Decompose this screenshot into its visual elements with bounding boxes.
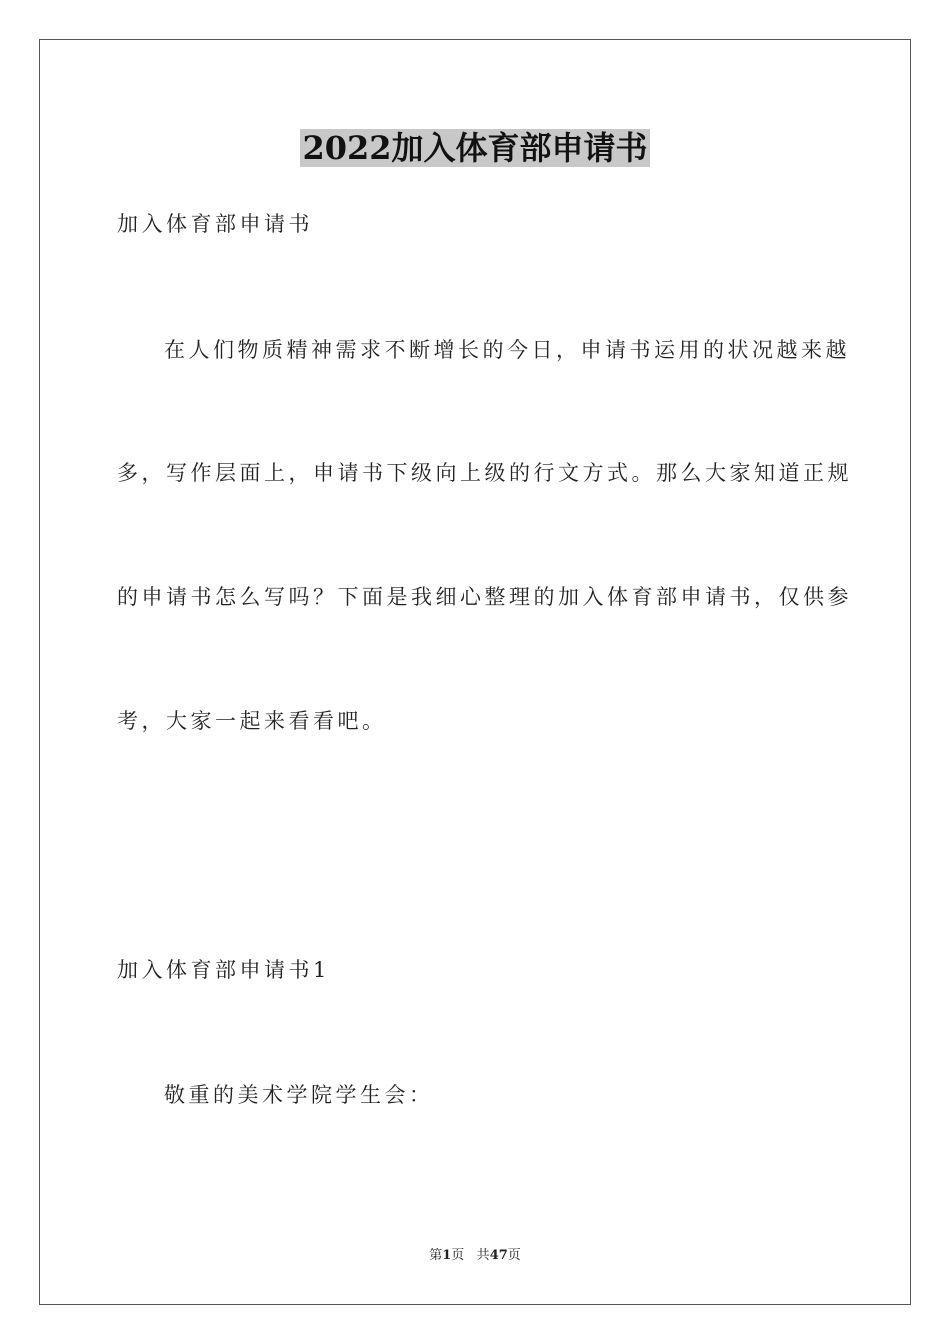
footer-total-pages: 47 [489,1248,508,1263]
footer-page-suffix: 页 [451,1248,465,1263]
footer-total-suffix: 页 [507,1248,521,1263]
intro-line-4: 考，大家一起来看看吧。 [117,709,387,733]
footer-total-prefix: 共 [476,1248,490,1263]
salutation: 敬重的美术学院学生会： [164,1083,434,1107]
document-subtitle: 加入体育部申请书 [117,212,313,236]
section-heading: 加入体育部申请书1 [117,958,330,982]
footer-page-number: 1 [442,1248,452,1263]
document-title-text: 2022加入体育部申请书 [302,129,648,167]
intro-line-2: 多，写作层面上，申请书下级向上级的行文方式。那么大家知道正规 [117,461,852,485]
document-title [0,128,950,168]
page-footer [0,1247,950,1265]
intro-line-3: 的申请书怎么写吗？下面是我细心整理的加入体育部申请书，仅供参 [117,585,852,609]
intro-line-1: 在人们物质精神需求不断增长的今日，申请书运用的状况越来越 [164,338,850,362]
footer-page-prefix: 第 [429,1248,443,1263]
